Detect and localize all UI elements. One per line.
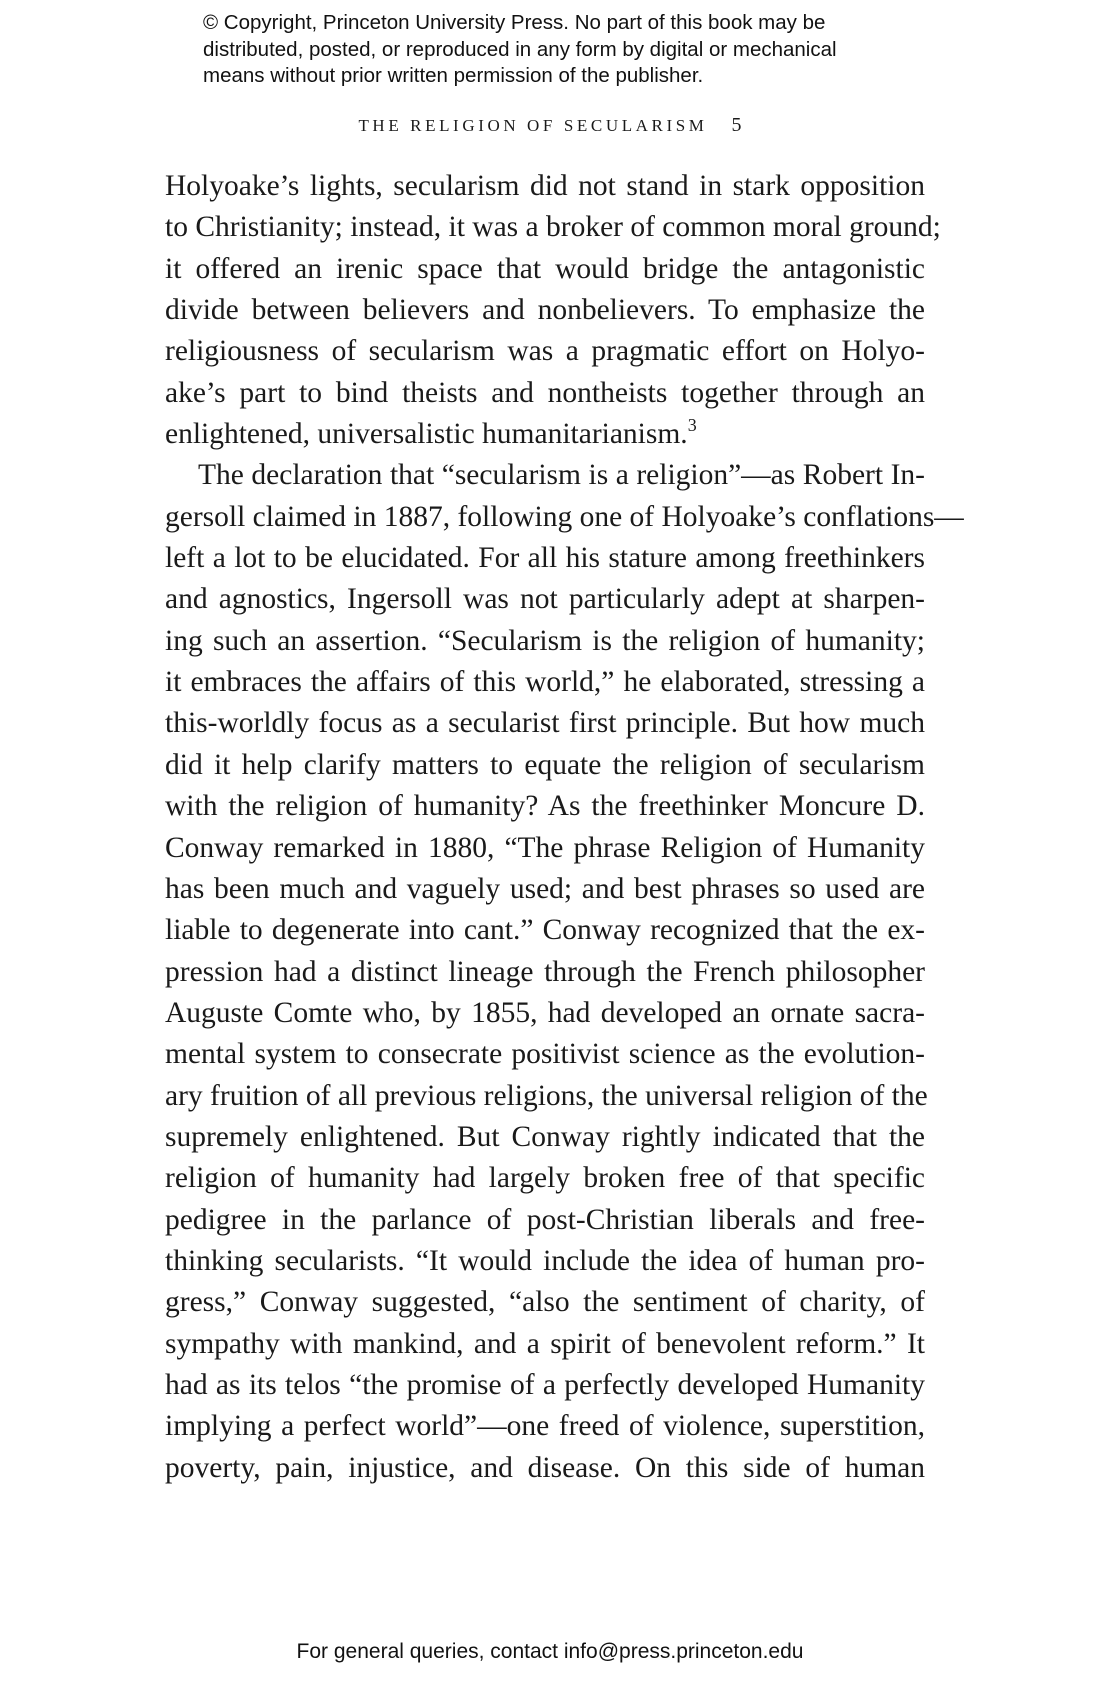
text-line: Conway remarked in 1880, “The phrase Religion of Humanity (165, 831, 925, 864)
text-line: divide between believers and nonbelievers. To emphasize the (165, 294, 925, 327)
text-line: did it help clarify matters to equate the religion of secularism (165, 748, 925, 781)
text-line: pedigree in the parlance of post-Christian liberals and free- (165, 1203, 925, 1236)
running-head (0, 114, 1100, 137)
copyright-line: distributed, posted, or reproduced in any form by digital or mechanical (203, 37, 837, 61)
paragraph (165, 166, 941, 455)
text-line: to Christianity; instead, it was a broker of common moral ground; (165, 211, 941, 244)
text-line-content: enlightened, universalistic humanitarianism. (165, 418, 688, 451)
copyright-notice (203, 10, 963, 90)
text-line: ake’s part to bind theists and nontheists together through an (165, 376, 925, 409)
body-text (165, 166, 964, 1489)
footer-contact: For general queries, contact info@press.princeton.edu (296, 1640, 804, 1663)
text-line: pression had a distinct lineage through the French philosopher (165, 955, 925, 988)
text-line: gersoll claimed in 1887, following one of Holyoake’s conflations— (165, 500, 964, 533)
text-line: left a lot to be elucidated. For all his stature among freethinkers (165, 542, 925, 575)
page-number: 5 (731, 114, 742, 136)
text-line: has been much and vaguely used; and best phrases so used are (165, 872, 925, 905)
text-line: Holyoake’s lights, secularism did not stand in stark opposition (165, 170, 925, 202)
running-head-title: THE RELIGION OF SECULARISM (358, 116, 708, 135)
text-line: sympathy with mankind, and a spirit of benevolent reform.” It (165, 1327, 925, 1360)
text-line: ing such an assertion. “Secularism is the religion of humanity; (165, 624, 925, 657)
text-line: Auguste Comte who, by 1855, had developed an ornate sacra- (165, 996, 925, 1029)
text-line: poverty, pain, injustice, and disease. On this side of human (165, 1451, 925, 1484)
text-line: mental system to consecrate positivist science as the evolution- (165, 1038, 925, 1071)
text-line: had as its telos “the promise of a perfectly developed Humanity (165, 1368, 925, 1401)
text-line: implying a perfect world”—one freed of violence, superstition, (165, 1410, 925, 1443)
text-line: liable to degenerate into cant.” Conway recognized that the ex- (165, 914, 925, 947)
text-line: gress,” Conway suggested, “also the sentiment of charity, of (165, 1286, 925, 1319)
text-line: with the religion of humanity? As the freethinker Moncure D. (165, 790, 925, 823)
paragraph (165, 455, 964, 1489)
text-line: this-worldly focus as a secularist first principle. But how much (165, 707, 925, 740)
text-line (165, 414, 925, 455)
copyright-line: means without prior written permission of the publisher. (203, 64, 704, 87)
text-line: ary fruition of all previous religions, the universal religion of the (165, 1079, 928, 1112)
text-line: The declaration that “secularism is a religion”—as Robert In- (198, 459, 925, 492)
text-line: religion of humanity had largely broken free of that specific (165, 1162, 925, 1195)
text-line: and agnostics, Ingersoll was not particularly adept at sharpen- (165, 583, 925, 616)
copyright-line: © Copyright, Princeton University Press. No part of this book may be (203, 11, 826, 34)
text-line: it offered an irenic space that would bridge the antagonistic (165, 252, 925, 285)
text-line: religiousness of secularism was a pragmatic effort on Holyo- (165, 335, 925, 368)
text-line: supremely enlightened. But Conway rightly indicated that the (165, 1120, 925, 1153)
text-line: thinking secularists. “It would include the idea of human pro- (165, 1244, 925, 1277)
footnote-marker: 3 (687, 415, 697, 436)
text-line: it embraces the affairs of this world,” he elaborated, stressing a (165, 666, 925, 699)
